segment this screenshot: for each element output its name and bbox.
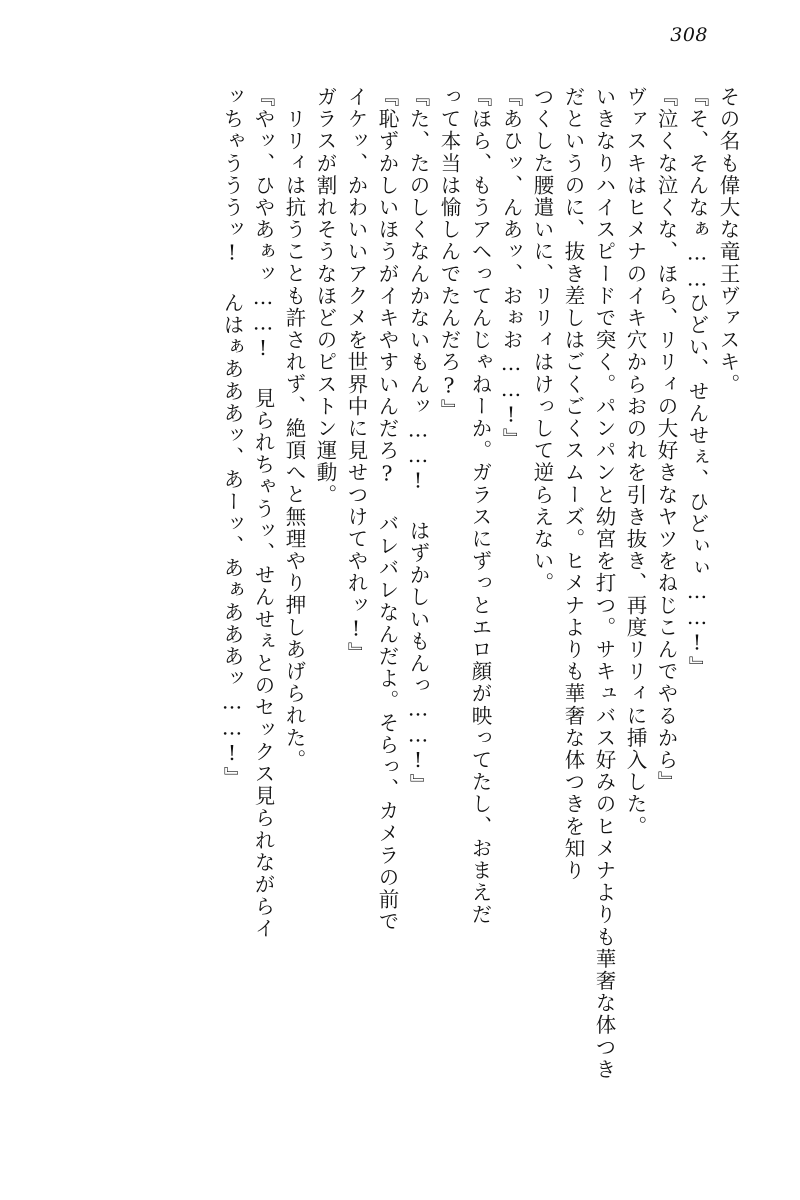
text-column: リリィは抗うことも許されず、絶頂へと無理やり押しあげられた。 [282, 108, 306, 771]
text-column: いきなりハイスピードで突く。パンパンと幼宮を打つ。サキュバス好みのヒメナよりも華奢な体つき [592, 86, 616, 1081]
text-column: ガラスが割れそうなほどのピストン運動。 [313, 86, 337, 506]
text-column: 『あひッ、んあッ、おぉお……!』 [499, 86, 523, 451]
vertical-text-body [58, 86, 738, 1140]
text-column: その名も偉大な竜王ヴァスキ。 [716, 86, 740, 396]
text-column: 『恥ずかしいほうがイキやすいんだろ? バレバレなんだよ。そらっ、カメラの前で [375, 86, 399, 933]
text-column: 『泣くな泣くな、ほら、リリィの大好きなヤツをねじこんでやるから』 [654, 86, 678, 794]
page-number: 308 [670, 24, 708, 46]
text-column: イケッ、かわいいアクメを世界中に見せつけてやれッ!』 [344, 86, 368, 665]
text-column: 『た、たのしくなんかないもんッ……! はずかしいもんっ……!』 [406, 86, 430, 796]
text-column: 『そ、そんなぁ……ひどい、せんせぇ、ひどぃぃ……!』 [685, 86, 709, 679]
text-column: って本当は愉しんでたんだろ?』 [437, 86, 461, 421]
text-column: 『ほら、もうアヘってんじゃねーか。ガラスにずっとエロ顔が映ってたし、おまえだ [468, 86, 492, 926]
text-column: だというのに、抜き差しはごくごくスムーズ。ヒメナよりも華奢な体つきを知り [561, 86, 585, 882]
text-column: つくした腰遣いに、リリィはけっして逆らえない。 [530, 86, 554, 595]
text-column: 『やッ、ひやあぁッ……! 見られちゃうッ、せんせぇとのセックス見られながらイ [251, 86, 275, 940]
text-column: ヴァスキはヒメナのイキ穴からおのれを引き抜き、再度リリィに挿入した。 [623, 86, 647, 838]
text-column: ッちゃうううッ! んはぁあああッ、あーッ、あぁあああッ……!』 [220, 86, 244, 789]
